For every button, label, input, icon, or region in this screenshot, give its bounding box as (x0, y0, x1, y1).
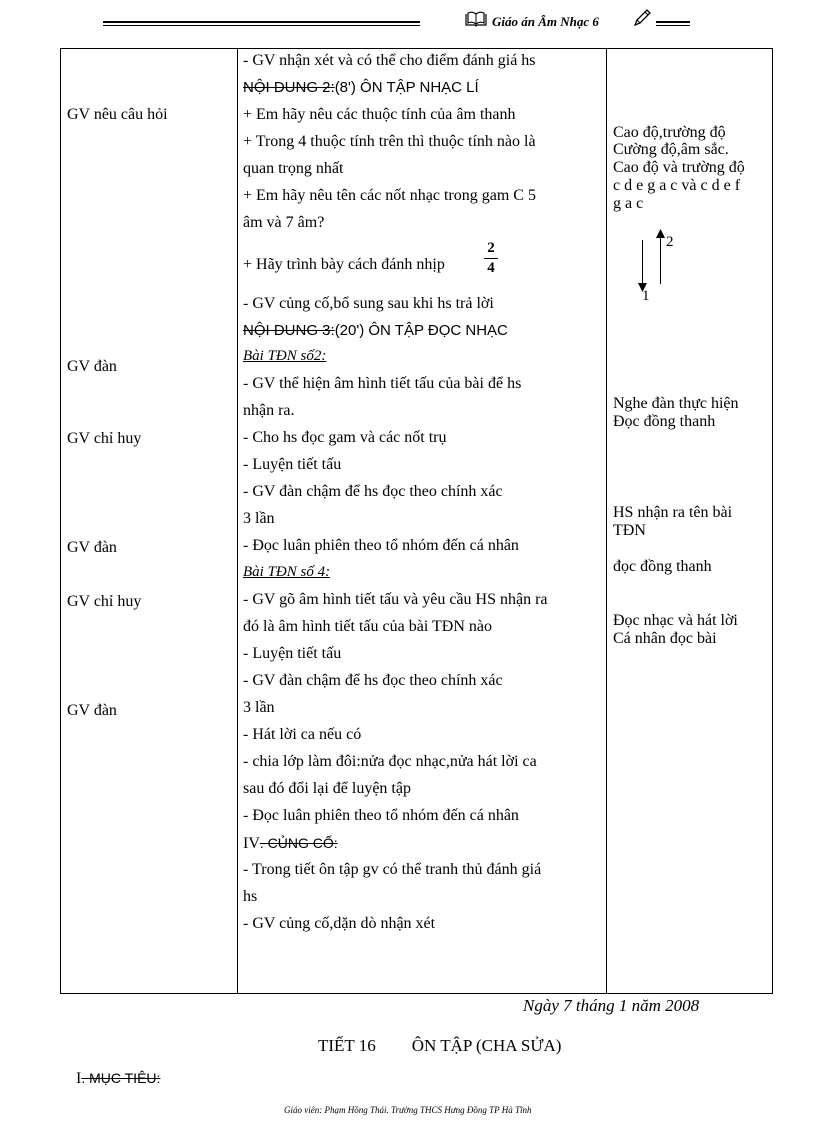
page-footer: Giáo viên: Phạm Hồng Thái. Trường THCS Hưng Đồng TP Hà Tĩnh (284, 1105, 532, 1115)
content-line: hs (243, 888, 258, 905)
student-activity: c d e g a c và c d e f (613, 177, 741, 194)
beat-label: 1 (642, 288, 650, 304)
down-arrow (642, 240, 643, 288)
student-activity: g a c (613, 195, 644, 212)
lesson-date: Ngày 7 tháng 1 năm 2008 (523, 996, 700, 1015)
arrow-up-head-icon (656, 229, 665, 238)
student-activity: Cao độ và trường độ (613, 159, 745, 176)
student-activity: Cá nhân đọc bài (613, 630, 717, 647)
beat-label: 2 (666, 234, 674, 250)
pencil-icon (632, 8, 652, 28)
up-arrow (660, 236, 661, 284)
teacher-activity: GV đàn (67, 358, 117, 375)
time-signature-bottom: 4 (487, 260, 495, 276)
content-line: 3 lần (243, 510, 275, 527)
section-heading: IV. CỦNG CỐ: (243, 835, 338, 852)
open-book-icon (465, 11, 487, 27)
teacher-activity: GV đàn (67, 539, 117, 556)
student-activity: Cường độ,âm sắc. (613, 141, 729, 158)
student-activity: Nghe đàn thực hiện (613, 395, 739, 412)
time-signature-top: 2 (487, 240, 495, 256)
time-signature (484, 241, 498, 276)
content-line: âm và 7 âm? (243, 214, 325, 231)
exercise-heading: Bài TĐN số 4: (243, 564, 331, 580)
content-line: - Đọc luân phiên theo tổ nhóm đến cá nhân (243, 807, 519, 824)
content-line: - Luyện tiết tấu (243, 456, 342, 473)
content-line: - GV gõ âm hình tiết tấu và yêu cầu HS nhận ra (243, 591, 548, 608)
student-activity: TĐN (613, 522, 646, 539)
section-heading: NỘI DUNG 3:(20') ÔN TẬP ĐỌC NHẠC (243, 322, 508, 339)
content-line: sau đó đổi lại để luyện tập (243, 780, 411, 797)
content-line: 3 lần (243, 699, 275, 716)
content-line: - chia lớp làm đôi:nửa đọc nhạc,nửa hát lời ca (243, 753, 537, 770)
teacher-activity: GV chỉ huy (67, 593, 142, 610)
header-tail-rule (656, 21, 690, 23)
content-line: - GV đàn chậm để hs đọc theo chính xác (243, 672, 503, 689)
student-activity: đọc đồng thanh (613, 558, 712, 575)
student-activity: Cao độ,trường độ (613, 124, 726, 141)
header-tail-rule-thin (656, 25, 690, 26)
header-title: Giáo án Âm Nhạc 6 (492, 14, 599, 29)
content-line: - Luyện tiết tấu (243, 645, 342, 662)
content-line: - GV củng cố,dặn dò nhận xét (243, 915, 436, 932)
content-line: + Em hãy nêu tên các nốt nhạc trong gam C 5 (243, 187, 536, 204)
student-activity: HS nhận ra tên bài (613, 504, 733, 521)
content-line: nhận ra. (243, 402, 295, 419)
teacher-activity: GV nêu câu hỏi (67, 106, 168, 123)
header-rule-thin (103, 25, 420, 26)
section-heading: NỘI DUNG 2:(8') ÔN TẬP NHẠC LÍ (243, 79, 479, 96)
content-line: + Trong 4 thuộc tính trên thì thuộc tính nào là (243, 133, 536, 150)
content-line: quan trọng nhất (243, 160, 344, 177)
content-line: - Cho hs đọc gam và các nốt trụ (243, 429, 447, 446)
column-divider (606, 49, 607, 993)
content-line: - GV thể hiện âm hình tiết tấu của bài để hs (243, 375, 522, 392)
lesson-number: TIẾT 16 (318, 1036, 376, 1055)
lesson-title (318, 1036, 561, 1056)
content-line: - GV củng cố,bổ sung sau khi hs trả lời (243, 295, 494, 312)
lesson-name: ÔN TẬP (CHA SỬA) (411, 1036, 562, 1055)
student-activity: Đọc đồng thanh (613, 413, 716, 430)
header-rule (103, 21, 420, 23)
exercise-heading: Bài TĐN số2: (243, 348, 327, 364)
content-line: đó là âm hình tiết tấu của bài TĐN nào (243, 618, 492, 635)
content-line: - Đọc luân phiên theo tổ nhóm đến cá nhân (243, 537, 519, 554)
content-line: - Hát lời ca nếu có (243, 726, 362, 743)
student-activity: Đọc nhạc và hát lời (613, 612, 738, 629)
teacher-activity: GV đàn (67, 702, 117, 719)
content-line: - Trong tiết ôn tập gv có thể tranh thủ đánh giá (243, 861, 542, 878)
content-line: - GV nhận xét và có thể cho điểm đánh giá hs (243, 52, 536, 69)
objectives-heading: I. MỤC TIÊU: (76, 1070, 161, 1087)
content-line: + Em hãy nêu các thuộc tính của âm thanh (243, 106, 516, 123)
column-divider (237, 49, 238, 993)
teacher-activity: GV chỉ huy (67, 430, 142, 447)
content-line: - GV đàn chậm để hs đọc theo chính xác (243, 483, 503, 500)
content-line: + Hãy trình bày cách đánh nhịp (243, 256, 445, 273)
